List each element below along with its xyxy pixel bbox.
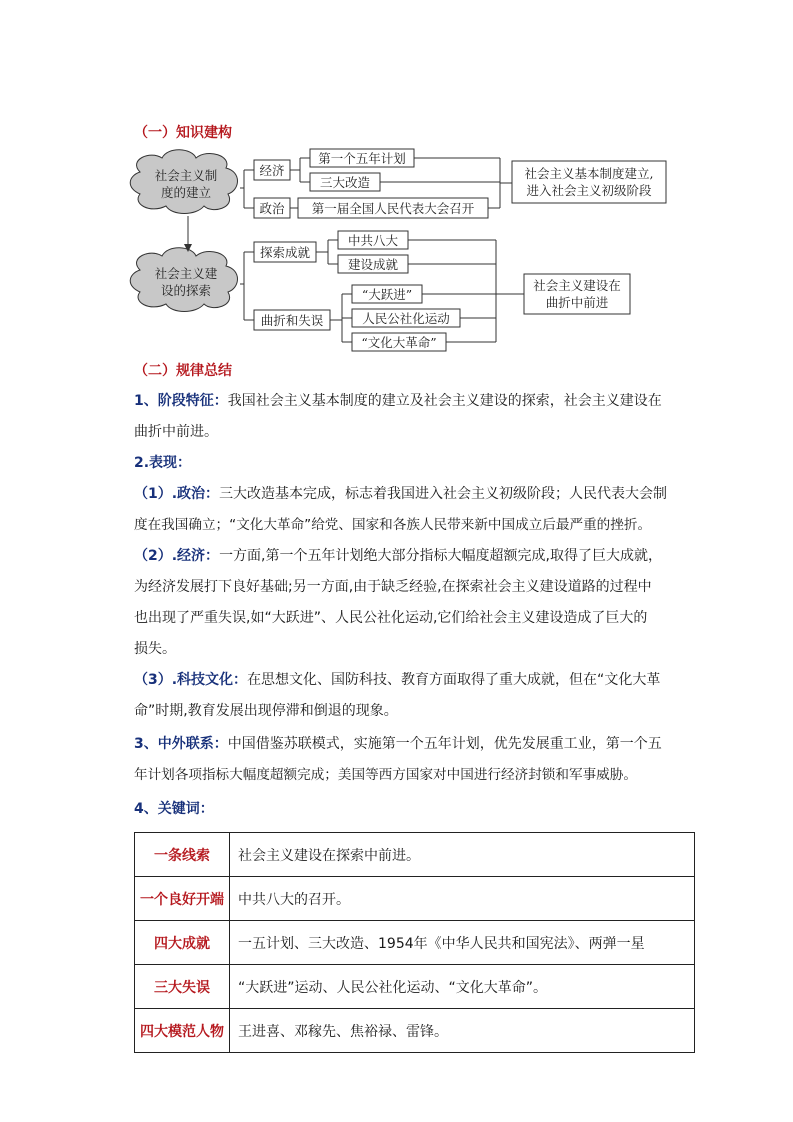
great-leap-label: “大跃进” xyxy=(361,287,413,302)
table-row xyxy=(135,833,695,877)
five-year-plan-label: 第一个五年计划 xyxy=(318,151,406,166)
paragraph-economy xyxy=(134,541,674,665)
result-top-line1: 社会主义基本制度建立, xyxy=(524,166,654,181)
construction-label: 建设成就 xyxy=(347,257,399,272)
three-reforms-label: 三大改造 xyxy=(319,175,371,190)
keyword-value: 一五计划、三大改造、1954年《中华人民共和国宪法》、两弹一星 xyxy=(230,921,695,965)
cloud-bottom-line1: 社会主义建 xyxy=(154,266,218,281)
cultural-revolution-label: “文化大革命” xyxy=(361,335,437,350)
keyword-value: 中共八大的召开。 xyxy=(230,877,695,921)
tech-culture-text2: 命”时期,教育发展出现停滞和倒退的现象。 xyxy=(134,703,398,719)
cloud-socialist-exploration xyxy=(130,248,237,312)
section-title-knowledge: （一）知识建构 xyxy=(134,125,232,141)
cloud-top-line2: 度的建立 xyxy=(160,185,212,200)
table-row xyxy=(135,1009,695,1053)
tech-culture-text1: 在思想文化、国防科技、教育方面取得了重大成就，但在“文化大革 xyxy=(247,672,661,688)
keyword-value: 王进喜、邓稼先、焦裕禄、雷锋。 xyxy=(230,1009,695,1053)
eighth-congress-label: 中共八大 xyxy=(347,233,399,248)
foreign-links-text2: 年计划各项指标大幅度超额完成；美国等西方国家对中国进行经济封锁和军事威胁。 xyxy=(134,767,637,783)
keyword-key: 三大失误 xyxy=(135,965,230,1009)
economy-label: 经济 xyxy=(259,163,285,178)
down-arrow-icon xyxy=(184,216,192,252)
knowledge-diagram xyxy=(0,0,793,360)
cloud-top-line1: 社会主义制 xyxy=(154,168,218,183)
keyword-key: 一条线索 xyxy=(135,833,230,877)
keyword-key: 一个良好开端 xyxy=(135,877,230,921)
paragraph-manifestation-heading xyxy=(134,448,674,479)
economy-text2: 为经济发展打下良好基础;另一方面,由于缺乏经验,在探索社会主义建设道路的过程中 xyxy=(134,579,652,595)
keyword-key: 四大模范人物 xyxy=(135,1009,230,1053)
manifestation-label: 2.表现： xyxy=(134,455,192,471)
setbacks-label: 曲折和失误 xyxy=(260,313,324,328)
stage-features-text2: 曲折中前进。 xyxy=(134,424,218,440)
politics-text1: 三大改造基本完成，标志着我国进入社会主义初级阶段；人民代表大会制 xyxy=(219,486,668,502)
paragraph-foreign-links xyxy=(134,729,674,791)
paragraph-stage-features xyxy=(134,386,674,448)
result-top-line2: 进入社会主义初级阶段 xyxy=(526,183,652,198)
stage-features-text1: 我国社会主义基本制度的建立及社会主义建设的探索，社会主义建设在 xyxy=(227,393,662,409)
foreign-links-text1: 中国借鉴苏联模式，实施第一个五年计划，优先发展重工业，第一个五 xyxy=(227,736,662,752)
keywords-label: 4、关键词： xyxy=(134,801,214,817)
table-row xyxy=(135,965,695,1009)
communes-label: 人民公社化运动 xyxy=(362,311,450,326)
achievements-label: 探索成就 xyxy=(259,245,311,260)
foreign-links-label: 3、中外联系： xyxy=(134,736,228,752)
keywords-table xyxy=(134,832,695,1053)
paragraph-tech-culture xyxy=(134,665,674,727)
result-bottom-line2: 曲折中前进 xyxy=(545,295,609,310)
economy-text4: 损失。 xyxy=(134,641,176,657)
table-row xyxy=(135,921,695,965)
keyword-value: 社会主义建设在探索中前进。 xyxy=(230,833,695,877)
economy-text1: 一方面,第一个五年计划绝大部分指标大幅度超额完成,取得了巨大成就， xyxy=(219,548,662,564)
npc-label: 第一届全国人民代表大会召开 xyxy=(311,201,475,216)
politics-paragraph-label: （1）.政治： xyxy=(134,486,220,502)
economy-text3: 也出现了严重失误,如“大跃进”、人民公社化运动,它们给社会主义建设造成了巨大的 xyxy=(134,610,648,626)
table-row xyxy=(135,877,695,921)
tech-culture-label: （3）.科技文化： xyxy=(134,672,248,688)
cloud-bottom-line2: 设的探索 xyxy=(160,283,212,298)
politics-text2: 度在我国确立；“文化大革命”给党、国家和各族人民带来新中国成立后最严重的挫折。 xyxy=(134,517,652,533)
cloud-socialist-system xyxy=(130,150,237,214)
result-bottom-line1: 社会主义建设在 xyxy=(533,278,621,293)
paragraph-politics xyxy=(134,479,674,541)
section-title-summary: （二）规律总结 xyxy=(134,363,232,379)
politics-label: 政治 xyxy=(259,201,285,216)
paragraph-keywords-heading xyxy=(134,794,674,825)
stage-features-label: 1、阶段特征： xyxy=(134,393,228,409)
keyword-value: “大跃进”运动、人民公社化运动、“文化大革命”。 xyxy=(230,965,695,1009)
economy-paragraph-label: （2）.经济： xyxy=(134,548,220,564)
keyword-key: 四大成就 xyxy=(135,921,230,965)
